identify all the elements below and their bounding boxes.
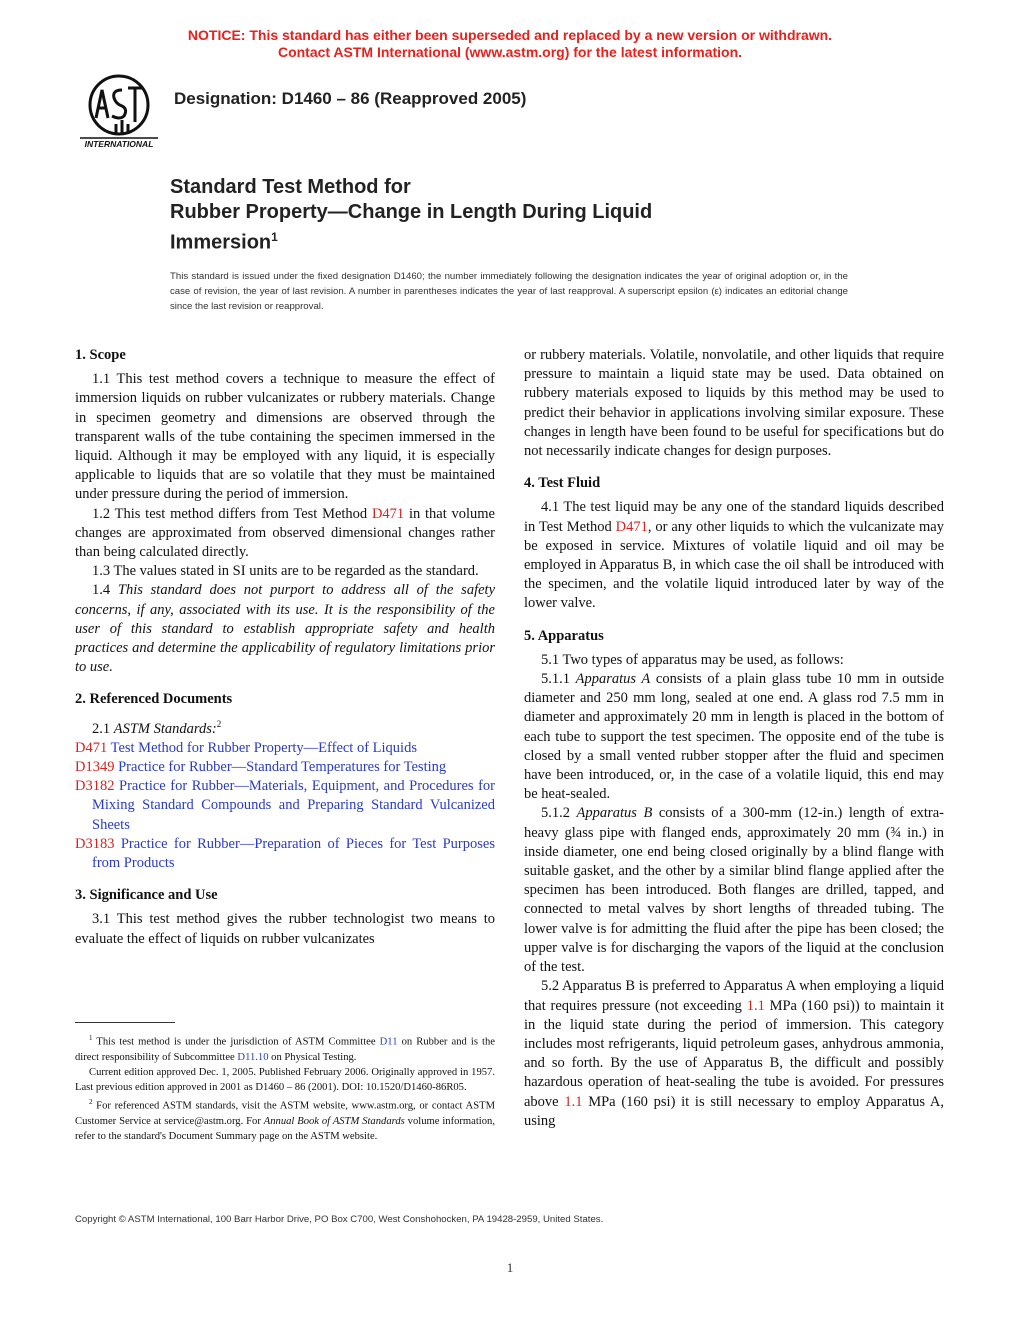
reference-title: Test Method for Rubber Property—Effect of Liquids bbox=[107, 739, 417, 756]
link-1-1-a[interactable]: 1.1 bbox=[746, 997, 765, 1014]
document-title bbox=[170, 175, 870, 256]
reference-item-d1349[interactable] bbox=[75, 758, 495, 777]
astm-international-logo bbox=[76, 72, 162, 150]
paragraph-1-3: 1.3 The values stated in SI units are to be regarded as the standard. bbox=[92, 563, 479, 580]
paragraph-1-2 bbox=[75, 505, 495, 563]
paragraph-5-1: 5.1 Two types of apparatus may be used, as follows: bbox=[541, 651, 844, 668]
astm-logo-icon bbox=[76, 72, 162, 150]
paragraph-5-1-2-num: 5.1.2 bbox=[541, 805, 577, 822]
logo-text: INTERNATIONAL bbox=[84, 139, 154, 149]
footnote-1 bbox=[75, 1031, 495, 1065]
page-number: 1 bbox=[506, 1260, 514, 1275]
paragraph-3-1-continued: or rubbery materials. Volatile, nonvolatile, and other liquids that require pressure to maintain a liquid state may be used. Data obtained on rubbery materials exposed to liquids by this method may be used to predict their behavior in applications involving similar exposure. These changes in length have been found to be useful for specifications but do not necessarily indicate changes for design purposes. bbox=[524, 347, 944, 460]
paragraph-1-4-italic: This standard does not purport to address all of the safety concerns, if any, associated with its use. It is the responsibility of the user of this standard to establish appropriate safety and health practices and determine the applicability of regulatory limitations prior to use. bbox=[75, 582, 496, 676]
paragraph-5-1-2 bbox=[524, 804, 944, 977]
paragraph-5-2-text-b: MPa (160 psi)) to maintain it in the liquid state during the period of immersion. This category includes most refrigerants, liquid petroleum gases, anhydrous ammonia, and so forth. By the use of Apparatus B, the difficult and possibly hazardous operation of heat-sealing the tube is avoided. For pressures above bbox=[524, 997, 944, 1110]
reference-code: D3182 bbox=[75, 778, 115, 795]
copyright: Copyright © ASTM International, 100 Barr Harbor Drive, PO Box C700, West Conshohocken, PA 19428-2959, United States. bbox=[75, 1214, 604, 1225]
link-d471-fluid[interactable]: D471 bbox=[615, 518, 648, 535]
reference-title: Practice for Rubber—Materials, Equipment, and Procedures for Mixing Standard Compounds and Preparing Standard Vulcanized Sheets bbox=[92, 778, 495, 833]
footnote-1-text-c: on Physical Testing. bbox=[268, 1051, 357, 1063]
issued-note: This standard is issued under the fixed designation D1460; the number immediately following the designation indicates the year of original adoption or, in the case of revision, the year of last revision. A number in parentheses indicates the year of last reapproval. A superscript epsilon (ε) indicates an editorial change since the last revision or reapproval. bbox=[170, 271, 848, 312]
footnote-2 bbox=[75, 1095, 495, 1144]
footnote-divider bbox=[75, 1022, 175, 1023]
notice-line-2: Contact ASTM International (www.astm.org) for the latest information. bbox=[277, 44, 743, 60]
paragraph-4-1 bbox=[524, 498, 944, 613]
footnote-1-text-b: on Rubber and is the direct responsibility of Subcommittee bbox=[75, 1036, 496, 1063]
paragraph-4-1-text-b: , or any other liquids to which the vulcanizate may be exposed in service. Mixtures of volatile liquid and oil may be employed in Apparatus B, in which case the oil shall be introduced with the specimen, and the volatile liquid introduced later by way of the lower valve. bbox=[524, 518, 944, 612]
section-heading-referenced-documents: 2. Referenced Documents bbox=[75, 691, 233, 708]
section-heading-scope: 1. Scope bbox=[75, 347, 126, 363]
reference-code: D3183 bbox=[75, 835, 115, 852]
paragraph-1-1: 1.1 This test method covers a technique to measure the effect of immersion liquids on rubber vulcanizates or rubbery materials. Change in specimen geometry and dimensions are observed through the transparent walls of the tube containing the specimen immersed in the liquid. Although it may be employed with any liquid, it is especially applicable to liquids that are so volatile that they must be maintained under pressure during the period of immersion. bbox=[75, 371, 495, 503]
footnote-2-text-b: volume information, refer to the standard's Document Summary page on the ASTM website. bbox=[75, 1116, 495, 1143]
footnote-1-mark: 1 bbox=[89, 1034, 93, 1042]
reference-item-d3183[interactable] bbox=[75, 835, 495, 873]
footnote-2-text-a: For referenced ASTM standards, visit the ASTM website, www.astm.org, or contact ASTM Customer Service at service@astm.org. For bbox=[75, 1100, 495, 1128]
paragraph-1-2-text-a: 1.2 This test method differs from Test Method bbox=[92, 505, 372, 522]
link-subcommittee-d11-10[interactable]: D11.10 bbox=[237, 1051, 269, 1063]
link-d471[interactable]: D471 bbox=[371, 505, 405, 522]
section-heading-test-fluid: 4. Test Fluid bbox=[524, 475, 601, 492]
reference-item-d471[interactable] bbox=[75, 739, 495, 758]
title-footnote-mark: 1 bbox=[271, 230, 278, 244]
supersede-notice bbox=[0, 27, 1020, 61]
paragraph-2-1 bbox=[75, 715, 495, 739]
paragraph-4-1-text-a: 4.1 The test liquid may be any one of the standard liquids described in Test Method bbox=[524, 499, 944, 535]
paragraph-5-2 bbox=[524, 977, 944, 1131]
footnote-1-edition: Current edition approved Dec. 1, 2005. Published February 2006. Originally approved in 1957. Last previous edition approved in 2001 as D1460 – 86 (2001). DOI: 10.1520/D1460-86R05. bbox=[75, 1066, 495, 1094]
paragraph-5-1-1-italic: Apparatus A bbox=[575, 671, 651, 688]
paragraph-1-2-text-b: in that volume changes are approximated from observed dimensional changes rather than being calculated directly. bbox=[75, 505, 495, 561]
notice-line-1: NOTICE: This standard has either been superseded and replaced by a new version or withdrawn. bbox=[187, 27, 833, 43]
reference-code: D471 bbox=[75, 739, 108, 756]
footnote-2-italic: Annual Book of ASTM Standards bbox=[263, 1116, 405, 1128]
title-line-3 bbox=[170, 225, 870, 256]
reference-code: D1349 bbox=[75, 758, 115, 775]
paragraph-5-2-text-a: 5.2 Apparatus B is preferred to Apparatus A when employing a liquid that requires pressure (not exceeding bbox=[524, 978, 944, 1014]
paragraph-5-2-text-c: MPa (160 psi) it is still necessary to employ Apparatus A, using bbox=[524, 1093, 944, 1129]
paragraph-5-1-1-text: consists of a plain glass tube 10 mm in outside diameter and 250 mm long, sealed at one end. A glass rod 7.5 mm in diameter and approximately 20 mm in length is placed in the bottom of each tube to support the test specimen. The opposite end of the tube is closed by a small vented rubber stopper after the fluid and specimen have been introduced, or, in the case of a volatile liquid, this end may be heat-sealed. bbox=[524, 671, 944, 803]
paragraph-1-4 bbox=[75, 581, 495, 677]
paragraph-5-1-2-text: consists of a 300-mm (12-in.) length of extra-heavy glass pipe with flanged ends, approximately 20 mm (¾ in.) in inside diameter, one end being closed originally by a blind flange with suitable gasket, and the other by a similar blind flange applied after the specimen has been introduced. Both flanges are drilled, tapped, and connected to metal valves by short lengths of threaded tubing. The lower valve is for admitting the fluid after the pipe has been closed; the upper valve is for discharging the vapors of the liquid at the conclusion of the test. bbox=[524, 805, 945, 976]
footnotes bbox=[75, 1022, 495, 1144]
designation: Designation: D1460 – 86 (Reapproved 2005) bbox=[174, 89, 527, 108]
reference-title: Practice for Rubber—Preparation of Pieces for Test Purposes from Products bbox=[92, 835, 495, 871]
section-heading-apparatus: 5. Apparatus bbox=[524, 627, 604, 644]
title-line-1: Standard Test Method for bbox=[170, 176, 411, 198]
paragraph-2-1-mark: 2 bbox=[216, 718, 222, 729]
title-line-3-text: Immersion bbox=[170, 231, 272, 254]
paragraph-1-4-num: 1.4 bbox=[92, 582, 118, 599]
title-line-2: Rubber Property—Change in Length During Liquid bbox=[170, 201, 653, 223]
footnote-2-mark: 2 bbox=[89, 1098, 93, 1107]
paragraph-5-1-1 bbox=[524, 670, 944, 804]
right-column bbox=[524, 346, 944, 1131]
footnote-1-text-a: This test method is under the jurisdiction of ASTM Committee bbox=[92, 1036, 380, 1048]
paragraph-3-1: 3.1 This test method gives the rubber technologist two means to evaluate the effect of liquids on rubber vulcanizates bbox=[75, 911, 495, 947]
reference-item-d3182[interactable] bbox=[75, 777, 495, 835]
paragraph-2-1-num: 2.1 bbox=[92, 720, 114, 737]
paragraph-2-1-italic: ASTM Standards: bbox=[113, 720, 217, 737]
section-heading-significance: 3. Significance and Use bbox=[75, 887, 218, 904]
reference-title: Practice for Rubber—Standard Temperatures for Testing bbox=[114, 758, 447, 775]
link-1-1-b[interactable]: 1.1 bbox=[564, 1093, 583, 1110]
paragraph-5-1-2-italic: Apparatus B bbox=[576, 805, 653, 822]
paragraph-5-1-1-num: 5.1.1 bbox=[541, 671, 576, 688]
link-committee-d11[interactable]: D11 bbox=[379, 1036, 398, 1048]
left-column bbox=[75, 346, 495, 949]
